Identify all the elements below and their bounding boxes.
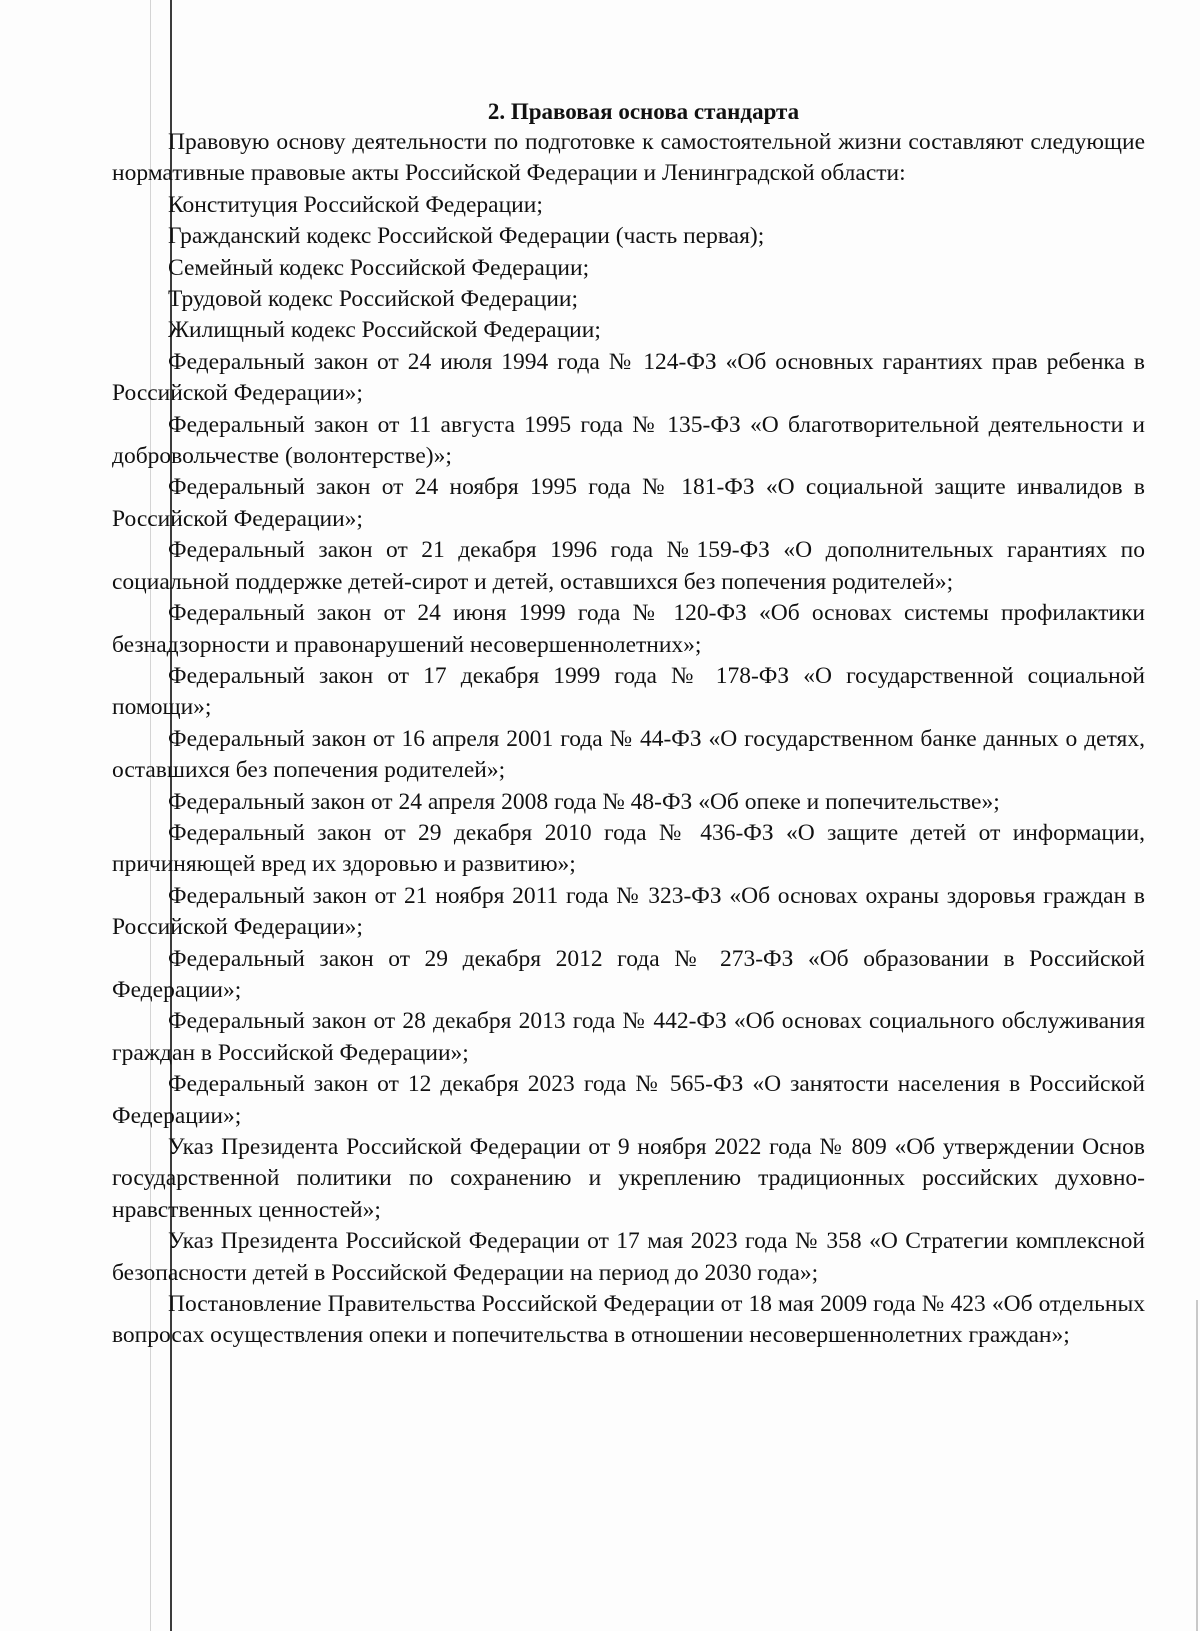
legal-act-paragraph: Федеральный закон от 11 августа 1995 года № 135-ФЗ «О благотворительной деятельности и добровольчестве (волонтерстве)»; (112, 411, 1145, 470)
legal-act-paragraph: Конституция Российской Федерации; (168, 191, 543, 218)
section-title: 2. Правовая основа стандарта (487, 99, 800, 124)
scan-artifact-edge (1196, 1300, 1198, 1631)
legal-act-paragraph: Указ Президента Российской Федерации от 9 ноября 2022 года № 809 «Об утверждении Основ государственной политики по сохранению и укреплению традиционных российских духовно-нравственных ценностей»; (112, 1134, 1145, 1223)
legal-act-paragraph: Федеральный закон от 12 декабря 2023 года № 565-ФЗ «О занятости населения в Российской Федерации»; (112, 1071, 1145, 1129)
legal-act-paragraph: Указ Президента Российской Федерации от 17 мая 2023 года № 358 «О Стратегии комплексной безопасности детей в Российской Федерации на период до 2030 года»; (112, 1228, 1145, 1286)
legal-act-paragraph: Федеральный закон от 24 июня 1999 года № 120-ФЗ «Об основах системы профилактики безнадзорности и правонарушений несовершеннолетних»; (112, 600, 1145, 658)
legal-act-paragraph: Гражданский кодекс Российской Федерации (часть первая); (168, 223, 765, 250)
legal-act-paragraph: Семейный кодекс Российской Федерации; (168, 254, 590, 281)
legal-act-paragraph: Федеральный закон от 28 декабря 2013 года № 442-ФЗ «Об основах социального обслуживания граждан в Российской Федерации»; (112, 1008, 1145, 1066)
legal-act-paragraph: Правовую основу деятельности по подготовке к самостоятельной жизни составляют следующие нормативные правовые акты Российской Федерации и Ленинградской области: (112, 129, 1145, 187)
legal-act-paragraph: Федеральный закон от 21 декабря 1996 года №159-ФЗ «О дополнительных гарантиях по социальной поддержке детей-сирот и детей, оставшихся без попечения родителей»; (112, 537, 1145, 595)
legal-act-paragraph: Федеральный закон от 24 ноября 1995 года № 181-ФЗ «О социальной защите инвалидов в Российской Федерации»; (112, 474, 1145, 532)
legal-act-paragraph: Федеральный закон от 24 апреля 2008 года № 48-ФЗ «Об опеке и попечительстве»; (168, 788, 1000, 815)
legal-act-paragraph: Федеральный закон от 24 июля 1994 года № 124-ФЗ «Об основных гарантиях прав ребенка в Российской Федерации»; (112, 348, 1145, 407)
legal-act-paragraph: Федеральный закон от 29 декабря 2012 года № 273-ФЗ «Об образовании в Российской Федерации»; (112, 945, 1145, 1003)
legal-act-paragraph: Жилищный кодекс Российской Федерации; (168, 317, 601, 344)
document-body (112, 96, 1145, 1352)
legal-act-paragraph: Трудовой кодекс Российской Федерации; (168, 286, 579, 313)
legal-act-paragraph: Федеральный закон от 29 декабря 2010 года № 436-ФЗ «О защите детей от информации, причиняющей вред их здоровью и развитию»; (112, 819, 1145, 878)
legal-act-paragraph: Постановление Правительства Российской Федерации от 18 мая 2009 года № 423 «Об отдельных вопросах осуществления опеки и попечительства в отношении несовершеннолетних граждан»; (112, 1291, 1145, 1349)
legal-act-paragraph: Федеральный закон от 17 декабря 1999 года № 178-ФЗ «О государственной социальной помощи»; (112, 662, 1145, 721)
legal-act-paragraph: Федеральный закон от 16 апреля 2001 года № 44-ФЗ «О государственном банке данных о детях, оставшихся без попечения родителей»; (112, 725, 1145, 784)
paragraph-list (112, 127, 1145, 1352)
legal-act-paragraph: Федеральный закон от 21 ноября 2011 года № 323-ФЗ «Об основах охраны здоровья граждан в Российской Федерации»; (112, 882, 1145, 941)
